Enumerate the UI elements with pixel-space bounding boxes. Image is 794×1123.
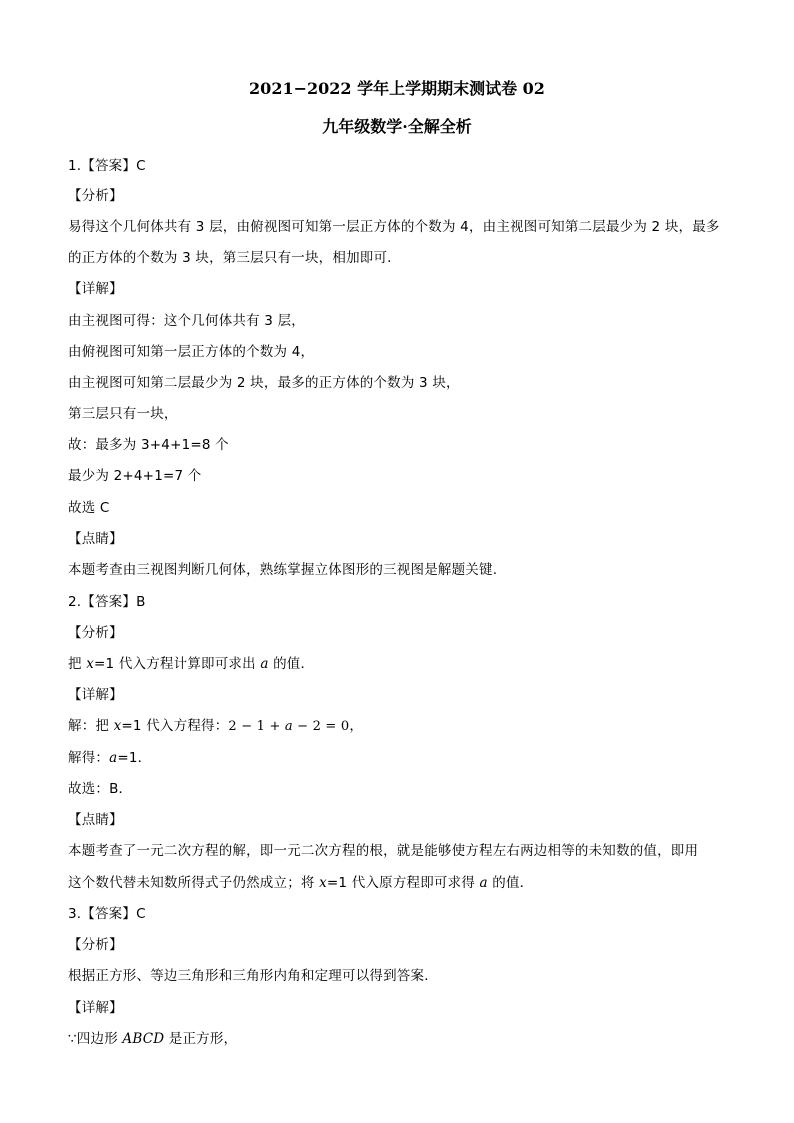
analysis-text-2: 把 x=1 代入方程计算即可求出 a 的值．	[68, 656, 315, 672]
detail-line-1a: 由主视图可得：这个几何体共有 3 层，	[68, 313, 305, 329]
detail-line-1b: 由俯视图可知第一层正方体的个数为 4，	[68, 344, 315, 360]
variable-a: a	[284, 719, 293, 734]
detail-line-1e: 故：最多为 3+4+1=8 个	[68, 437, 229, 453]
detail-line-1g: 故选 C	[68, 500, 110, 516]
comment-heading-2: 【点睛】	[68, 812, 123, 828]
comment-text-2a: 本题考查了一元二次方程的解，即一元二次方程的根，就是能够使方程左右两边相等的未知数的值，即用	[68, 843, 699, 859]
detail-heading-1: 【详解】	[68, 281, 123, 297]
detail-line-1c: 由主视图可知第二层最少为 2 块，最多的正方体的个数为 3 块，	[68, 375, 460, 391]
comment-heading-1: 【点睛】	[68, 531, 123, 547]
comment-text-2b: 这个数代替未知数所得式子仍然成立；将 x=1 代入原方程即可求得 a 的值．	[68, 875, 534, 891]
document-subtitle: 九年级数学·全解全析	[322, 117, 472, 136]
variable-a: a	[479, 875, 488, 891]
variable-a: a	[109, 750, 118, 766]
answer-1-heading: 1.【答案】C	[68, 158, 146, 174]
document-title: 2021−2022 学年上学期期末测试卷 02	[249, 79, 545, 98]
detail-line-2c: 故选：B．	[68, 781, 133, 797]
variable-x: x	[319, 875, 327, 891]
detail-line-2b: 解得：a=1．	[68, 750, 152, 766]
comment-text-1: 本题考查由三视图判断几何体，熟练掌握立体图形的三视图是解题关键.	[68, 562, 498, 578]
detail-heading-2: 【详解】	[68, 687, 123, 703]
detail-heading-3: 【详解】	[68, 1000, 123, 1016]
answer-2-heading: 2.【答案】B	[68, 594, 146, 610]
square-name: ABCD	[122, 1031, 165, 1047]
analysis-heading-3: 【分析】	[68, 937, 123, 953]
analysis-heading-1: 【分析】	[68, 188, 123, 204]
equation: 2 − 1 +	[228, 719, 285, 734]
detail-line-3a: ∵四边形 ABCD 是正方形，	[68, 1031, 238, 1047]
analysis-heading-2: 【分析】	[68, 625, 123, 641]
detail-line-1d: 第三层只有一块，	[68, 406, 178, 422]
analysis-text-1a: 易得这个几何体共有 3 层，由俯视图可知第一层正方体的个数为 4，由主视图可知第二层最少为 2 块，最多	[68, 219, 720, 235]
variable-x: x	[113, 718, 122, 734]
answer-3-heading: 3.【答案】C	[68, 906, 146, 922]
detail-line-2a: 解：把 x=1 代入方程得：2 − 1 + a − 2 = 0，	[68, 718, 364, 734]
analysis-text-3: 根据正方形、等边三角形和三角形内角和定理可以得到答案．	[68, 968, 438, 984]
variable-a: a	[260, 656, 269, 672]
variable-x: x	[86, 656, 95, 672]
analysis-text-1b: 的正方体的个数为 3 块，第三层只有一块，相加即可.	[68, 250, 392, 266]
detail-line-1f: 最少为 2+4+1=7 个	[68, 468, 202, 484]
